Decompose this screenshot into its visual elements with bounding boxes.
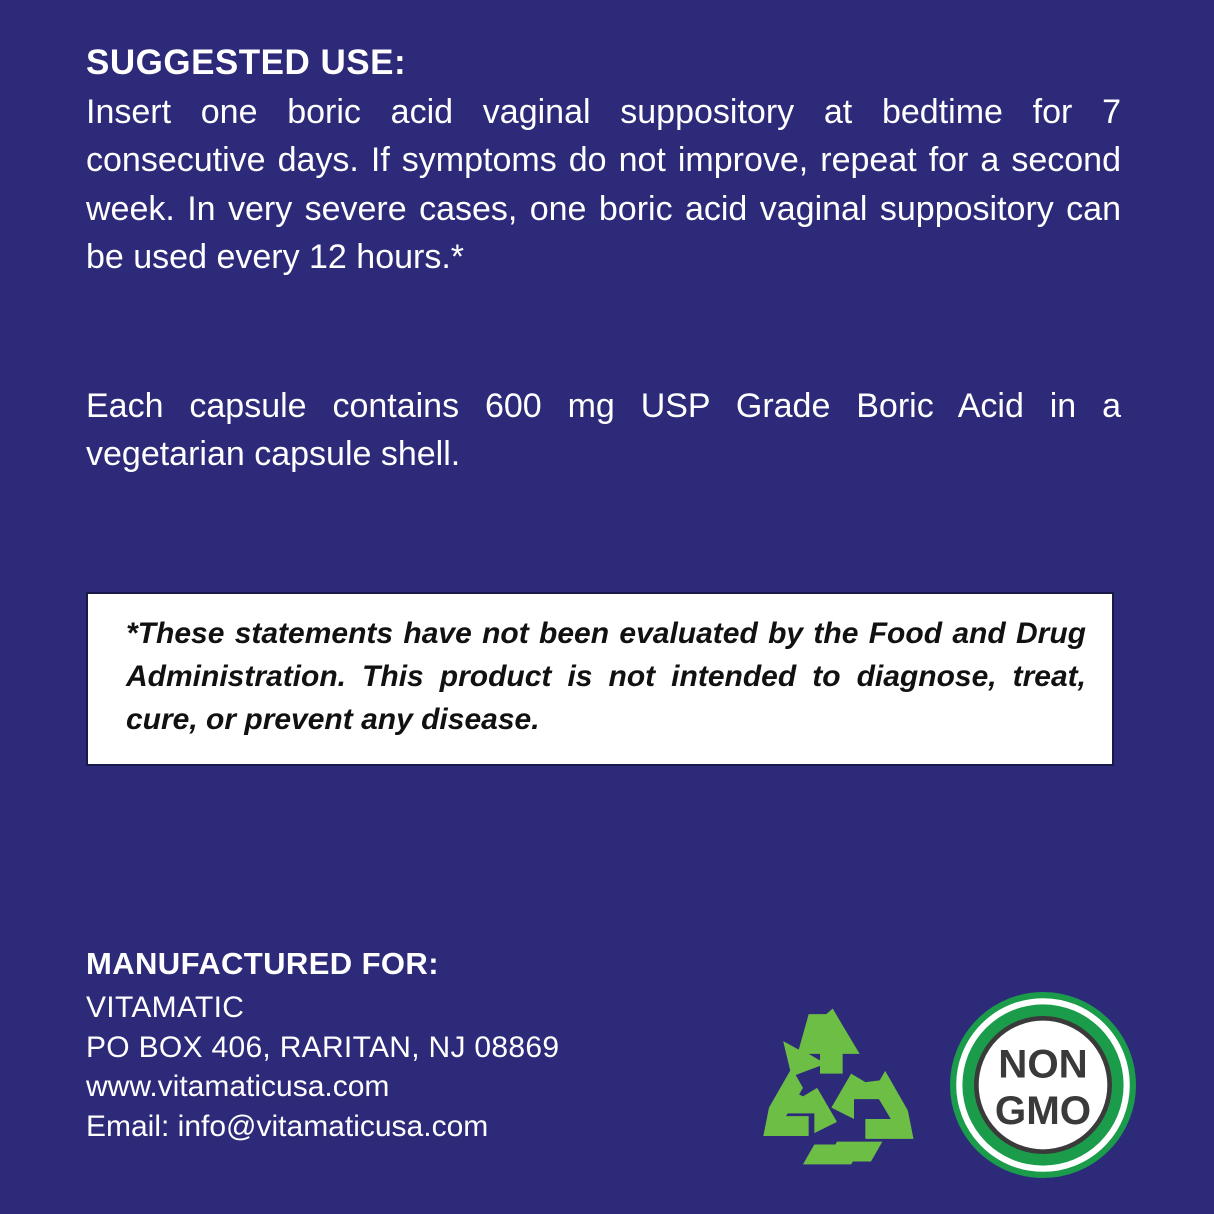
- capsule-info-text: Each capsule contains 600 mg USP Grade Boric Acid in a vegetarian capsule shell.: [86, 387, 1121, 474]
- manufacturer-website: www.vitamaticusa.com: [86, 1070, 390, 1104]
- suggested-use-section: [86, 42, 1121, 281]
- manufacturer-company: VITAMATIC: [86, 991, 245, 1024]
- suggested-use-heading: SUGGESTED USE:: [86, 43, 407, 82]
- manufacturer-section: [86, 946, 786, 1146]
- manufacturer-email: Email: info@vitamaticusa.com: [86, 1109, 489, 1143]
- suggested-use-text: Insert one boric acid vaginal suppository at bedtime for 7 consecutive days. If symptoms do not improve, repeat for a second week. In very severe cases, one boric acid vaginal suppository can be used every 12 hours.*: [86, 93, 1121, 276]
- fda-disclaimer-box: [86, 592, 1114, 766]
- capsule-info-section: [86, 382, 1121, 479]
- recycle-icon: [752, 1005, 922, 1165]
- non-gmo-icon: [950, 992, 1136, 1178]
- fda-disclaimer-text: *These statements have not been evaluated by the Food and Drug Administration. This product is not intended to diagnose, treat, cure, or prevent any disease.: [126, 617, 1086, 737]
- svg-text:NON: NON: [998, 1041, 1088, 1087]
- badge-group: [752, 992, 1136, 1178]
- manufacturer-heading: MANUFACTURED FOR:: [86, 946, 439, 981]
- manufacturer-address: PO BOX 406, RARITAN, NJ 08869: [86, 1030, 560, 1064]
- svg-text:GMO: GMO: [994, 1087, 1092, 1133]
